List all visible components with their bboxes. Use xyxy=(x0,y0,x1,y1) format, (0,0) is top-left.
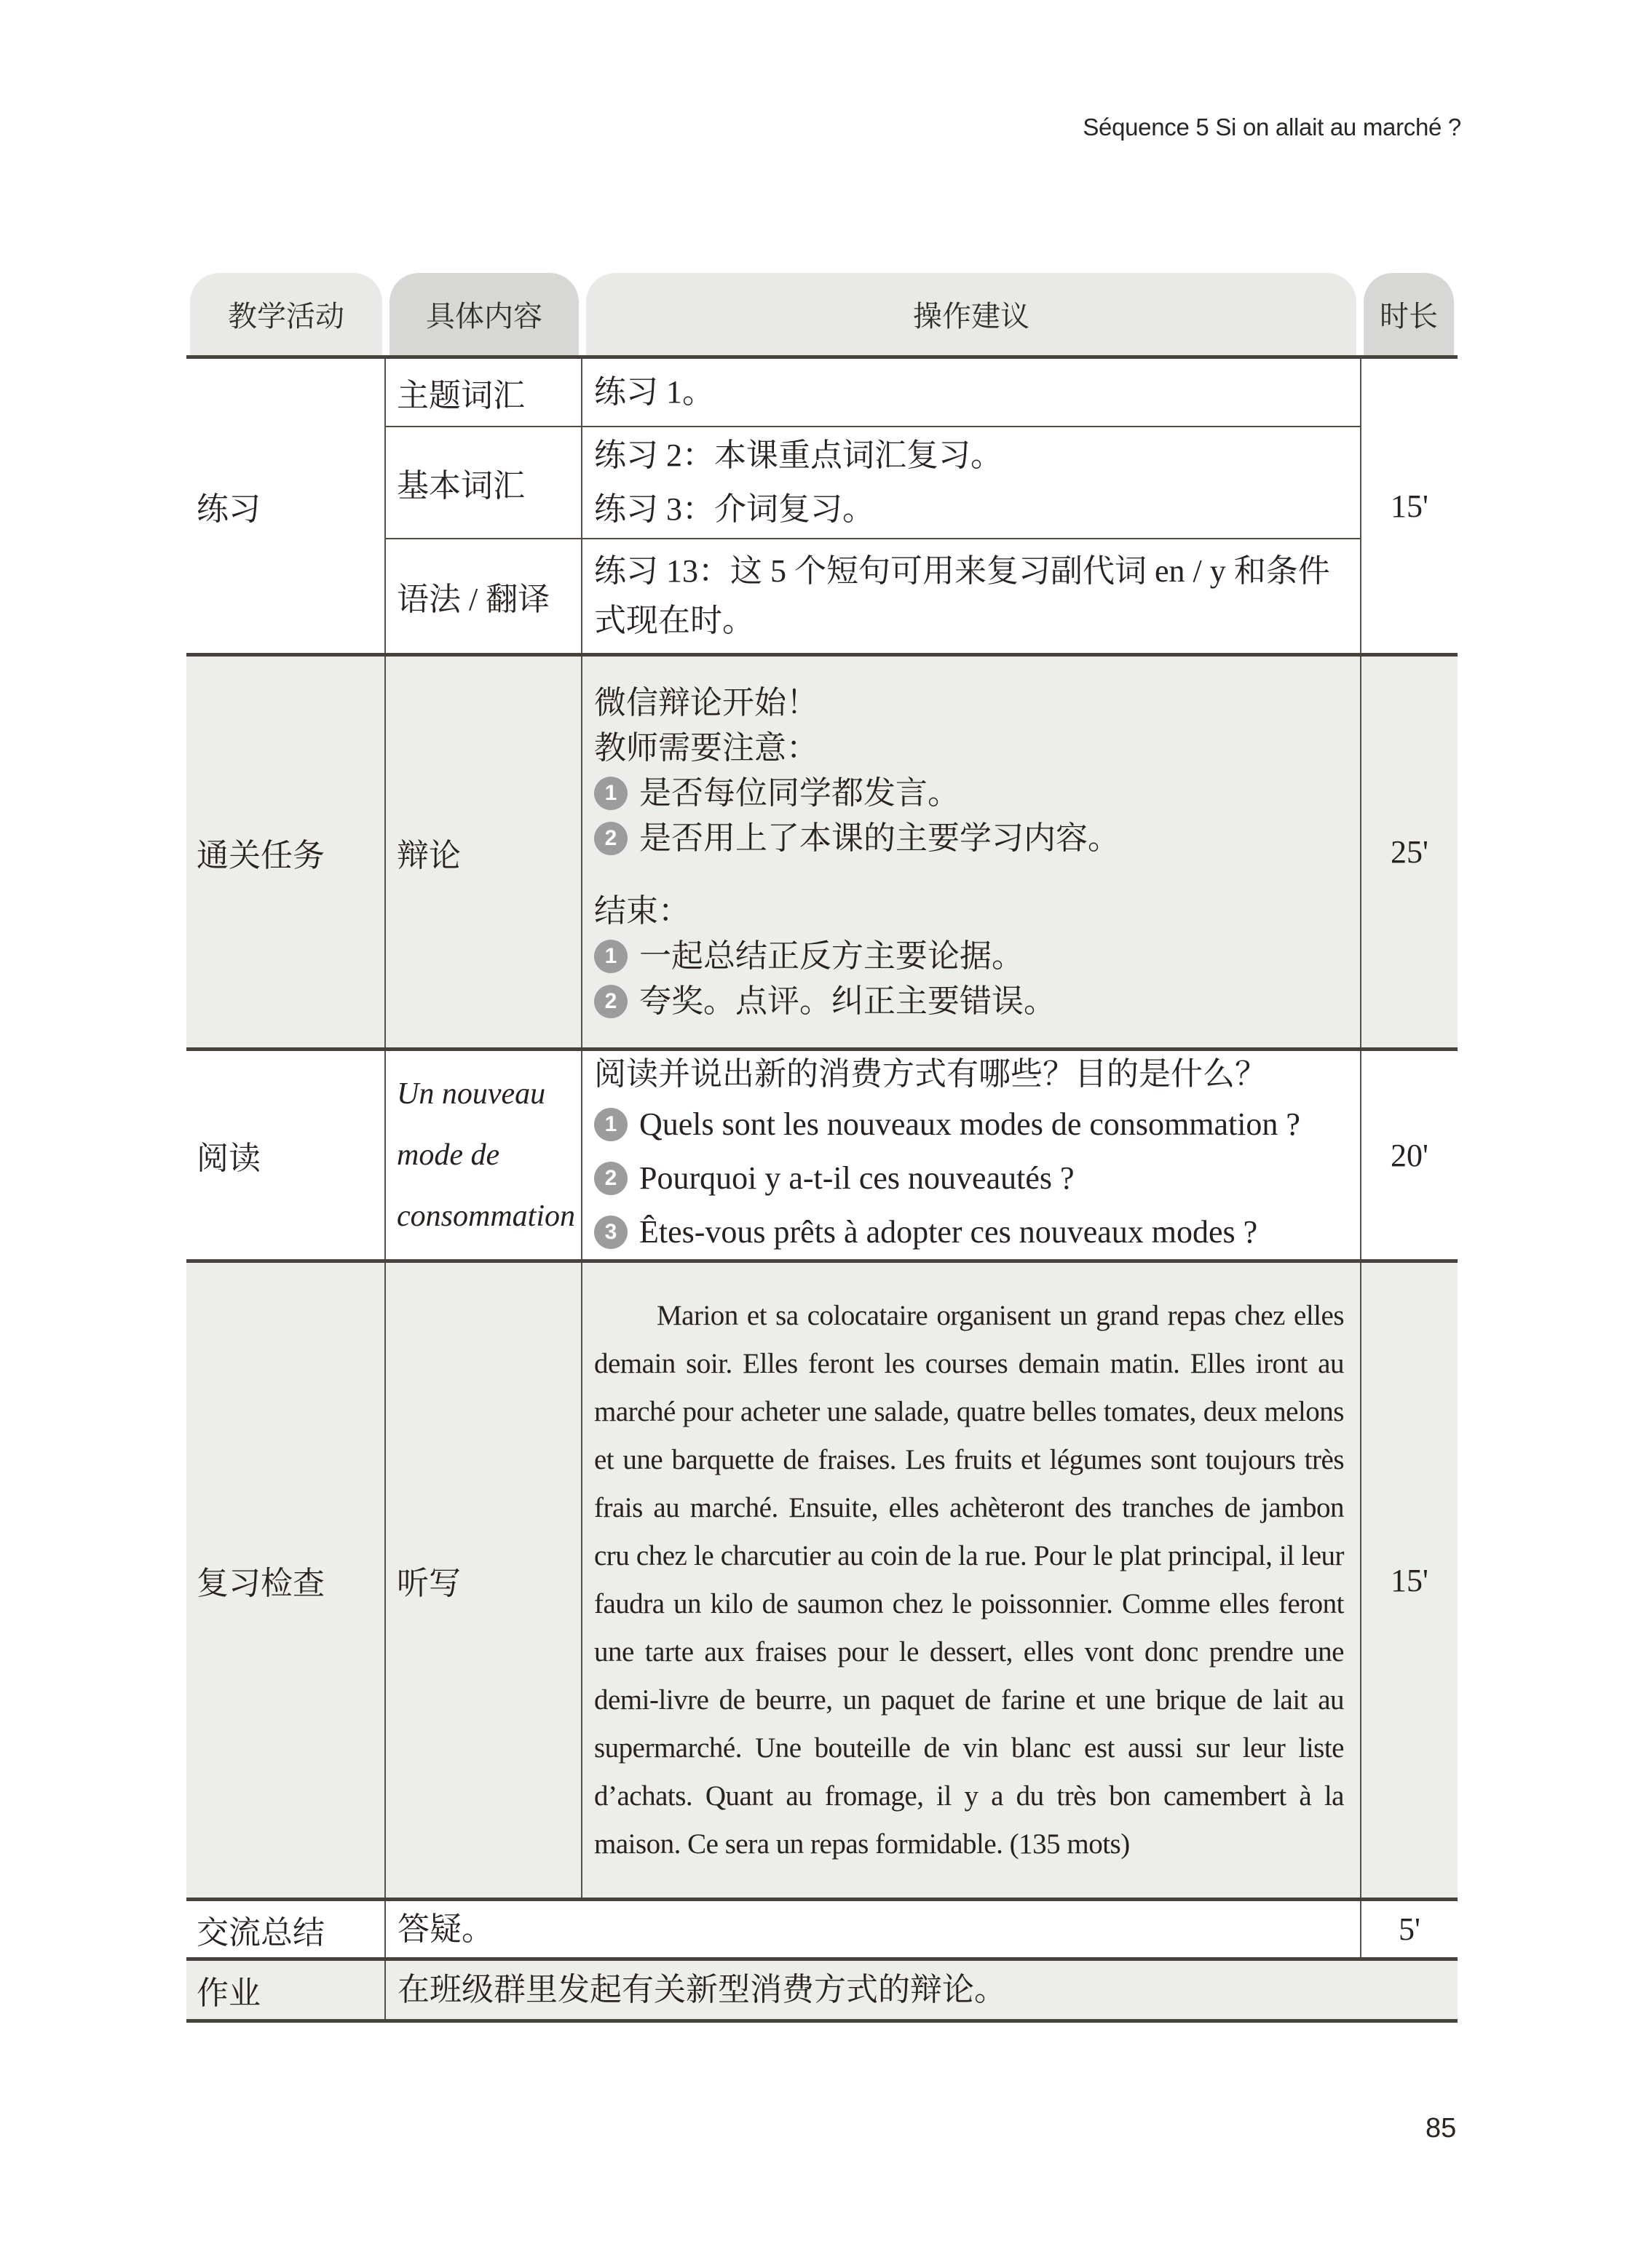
row-label: 听写 xyxy=(397,1566,461,1601)
content-cell xyxy=(582,1051,1360,1259)
exercises-subrows xyxy=(386,359,1360,653)
activity-cell xyxy=(186,1961,386,2019)
row-review xyxy=(186,1259,1458,1898)
circled-number-icon: 3 xyxy=(594,1216,628,1249)
text-line: 阅读并说出新的消费方式有哪些？目的是什么？ xyxy=(594,1056,1267,1092)
activity-label: 通关任务 xyxy=(197,837,325,873)
bullet-text: Pourquoi y a-t-il ces nouveautés ? xyxy=(639,1160,1075,1196)
activity-label: 复习检查 xyxy=(197,1566,325,1601)
subrow-theme-vocab xyxy=(386,359,1360,426)
blank-line xyxy=(594,861,1344,889)
page-number: 85 xyxy=(1426,2113,1457,2144)
text-line: 教师需要注意： xyxy=(594,729,818,766)
activity-cell xyxy=(186,1263,386,1898)
french-dictation-paragraph: Marion et sa colocataire organisent un grand repas chez elles demain soir. Elles feront les courses demain matin. Elles iront au marché pour acheter une salade, quatre belles tomates, deux melons et une barquette de fraises. Les fruits et légumes sont toujours très frais au marché. Ensuite, elles achèteront des tranches de jambon cru chez le charcutier au coin de la rue. Pour le plat principal, il leur faudra un kilo de saumon chez le poissonnier. Comme elles feront une tarte aux fraises pour le dessert, elles vont donc prendre une demi-livre de beurre, un paquet de farine et une brique de lait au supermarché. Une bouteille de vin blanc est aussi sur leur liste d’achats. Quant au fromage, il y a du très bon camembert à la maison. Ce sera un repas formidable. (135 mots) xyxy=(594,1300,1344,1860)
header-col-suggestions xyxy=(582,273,1360,355)
tab-specific-content: 具体内容 xyxy=(390,273,579,355)
label-cell xyxy=(386,427,582,538)
duration-cell: 5' xyxy=(1360,1901,1458,1957)
label-cell xyxy=(386,539,582,653)
bullet-text: 夸奖。点评。纠正主要错误。 xyxy=(639,983,1056,1019)
text-line: 练习 2：本课重点词汇复习。 xyxy=(594,437,1003,473)
row-homework xyxy=(186,1957,1458,2019)
subrow-grammar-translation xyxy=(386,538,1360,653)
subrow-label: 主题词汇 xyxy=(397,378,525,413)
row-exercises xyxy=(186,359,1458,653)
activity-label: 练习 xyxy=(197,491,261,527)
content-cell xyxy=(386,1961,1458,2019)
activity-cell xyxy=(186,359,386,653)
label-cell: Un nouveau mode de consommation xyxy=(386,1051,582,1259)
bullet-line xyxy=(594,934,1344,979)
activity-label: 阅读 xyxy=(197,1141,261,1176)
lesson-table xyxy=(186,273,1458,2023)
header-col-teaching-activity xyxy=(186,273,386,355)
duration-cell: 15' xyxy=(1360,359,1458,653)
activity-cell xyxy=(186,1051,386,1259)
text-line: 练习 13：这 5 个短句可用来复习副代词 en / y 和条件式现在时。 xyxy=(594,553,1330,638)
content-cell xyxy=(582,539,1359,653)
bullet-line xyxy=(594,1151,1344,1205)
tab-suggestions: 操作建议 xyxy=(586,273,1356,355)
text-line: 练习 3：介词复习。 xyxy=(594,491,874,527)
header-col-specific-content xyxy=(386,273,582,355)
tab-duration: 时长 xyxy=(1364,273,1454,355)
content-cell xyxy=(582,427,1359,538)
subrow-basic-vocab xyxy=(386,426,1360,538)
bullet-line xyxy=(594,1098,1344,1151)
bullet-text: Quels sont les nouveaux modes de consommation ? xyxy=(639,1106,1300,1142)
content-cell xyxy=(582,1263,1360,1898)
table-header-row xyxy=(186,273,1458,359)
circled-number-icon: 1 xyxy=(594,777,628,810)
bullet-text: 是否用上了本课的主要学习内容。 xyxy=(639,820,1120,856)
activity-label: 交流总结 xyxy=(197,1914,325,1951)
tab-teaching-activity: 教学活动 xyxy=(190,273,382,355)
bullet-text: 是否每位同学都发言。 xyxy=(639,774,960,811)
bullet-line xyxy=(594,771,1344,816)
label-cell xyxy=(386,657,582,1047)
content-cell xyxy=(386,1901,1360,1957)
label-cell xyxy=(386,1263,582,1898)
bullet-line xyxy=(594,979,1344,1024)
label-cell xyxy=(386,359,582,426)
duration-cell: 15' xyxy=(1360,1263,1458,1898)
circled-number-icon: 2 xyxy=(594,822,628,855)
content-cell xyxy=(582,359,1359,426)
content-cell xyxy=(582,657,1360,1047)
text-line: 答疑。 xyxy=(398,1911,494,1947)
activity-label: 作业 xyxy=(197,1975,261,2011)
circled-number-icon: 1 xyxy=(594,940,628,973)
subrow-label: 语法 / 翻译 xyxy=(397,582,550,617)
text-line: 微信辩论开始！ xyxy=(594,684,818,721)
row-task xyxy=(186,653,1458,1047)
bullet-line xyxy=(594,1205,1344,1259)
circled-number-icon: 1 xyxy=(594,1108,628,1141)
activity-cell xyxy=(186,657,386,1047)
running-header: Séquence 5 Si on allait au marché ? xyxy=(1083,114,1461,140)
text-line: 在班级群里发起有关新型消费方式的辩论。 xyxy=(398,1972,1006,2007)
circled-number-icon: 2 xyxy=(594,985,628,1018)
activity-cell xyxy=(186,1901,386,1957)
text-line: 结束： xyxy=(594,892,690,929)
row-reading xyxy=(186,1047,1458,1259)
circled-number-icon: 2 xyxy=(594,1162,628,1195)
bullet-text: Êtes-vous prêts à adopter ces nouveaux modes ? xyxy=(639,1214,1258,1250)
bullet-line xyxy=(594,816,1344,861)
row-label: 辩论 xyxy=(397,837,461,873)
bullet-text: 一起总结正反方主要论据。 xyxy=(639,937,1024,974)
header-col-duration xyxy=(1360,273,1458,355)
duration-cell: 25' xyxy=(1360,657,1458,1047)
text-line: 练习 1。 xyxy=(594,374,714,410)
row-summary xyxy=(186,1898,1458,1957)
subrow-label: 基本词汇 xyxy=(397,468,525,504)
duration-cell: 20' xyxy=(1360,1051,1458,1259)
